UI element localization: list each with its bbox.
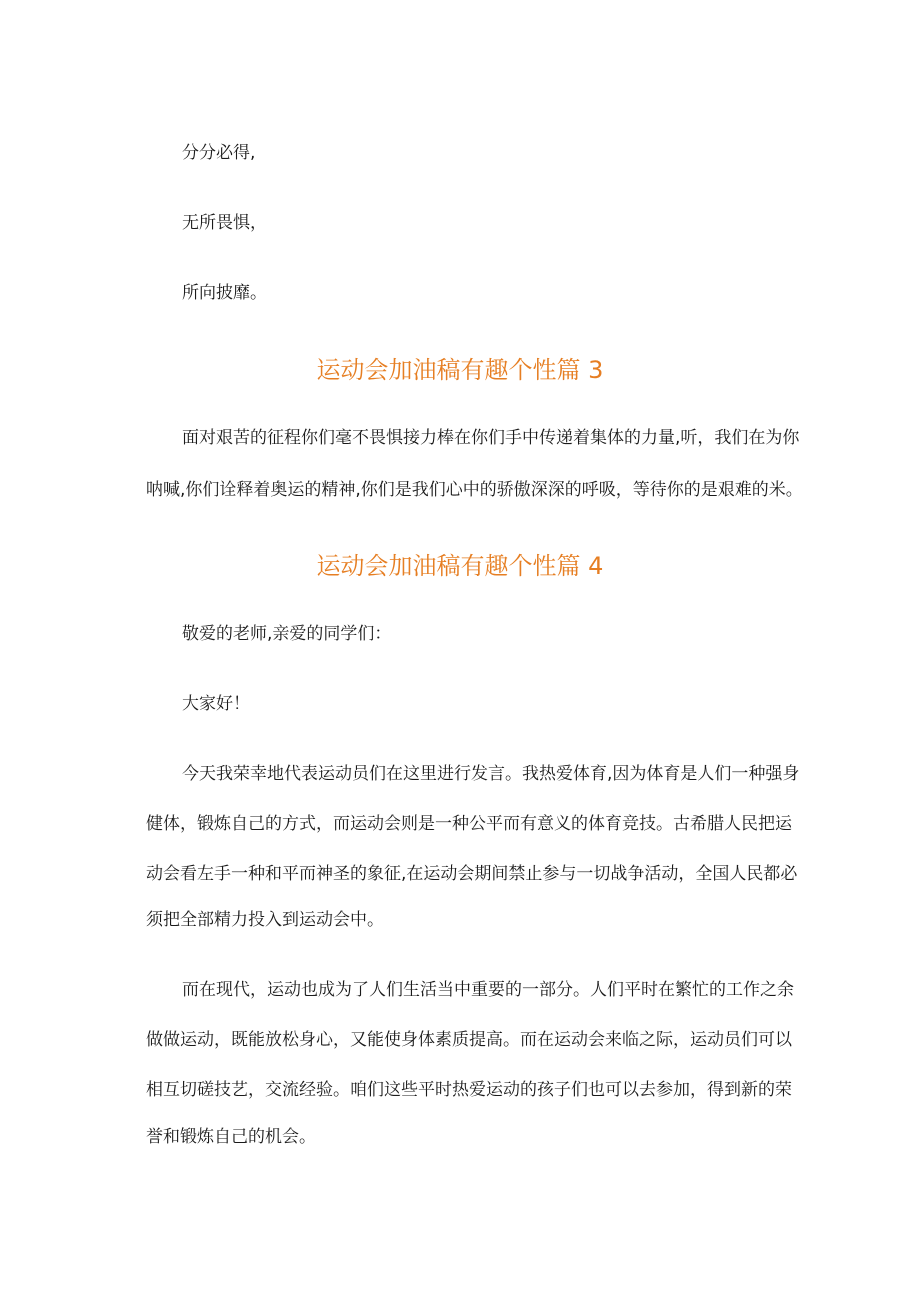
paragraph-line: 而在现代，运动也成为了人们生活当中重要的一部分。人们平时在繁忙的工作之余 xyxy=(182,980,794,1000)
paragraph-line: 健体，锻炼自己的方式，而运动会则是一种公平而有意义的体育竞技。古希腊人民把运 xyxy=(146,814,792,834)
salutation: 敬爱的老师,亲爱的同学们： xyxy=(182,624,392,644)
paragraph-line: 面对艰苦的征程你们毫不畏惧接力棒在你们手中传递着集体的力量,听，我们在为你 xyxy=(182,428,800,448)
poem-line: 分分必得, xyxy=(182,143,256,163)
paragraph-line: 做做运动，既能放松身心，又能使身体素质提高。而在运动会来临之际，运动员们可以 xyxy=(146,1030,792,1050)
section-3-title: 运动会加油稿有趣个性篇 3 xyxy=(316,356,604,384)
paragraph-line: 今天我荣幸地代表运动员们在这里进行发言。我热爱体育,因为体育是人们一种强身 xyxy=(182,764,800,784)
section-4-title: 运动会加油稿有趣个性篇 4 xyxy=(316,552,604,580)
poem-line: 所向披靡。 xyxy=(182,283,267,303)
paragraph-line: 呐喊,你们诠释着奥运的精神,你们是我们心中的骄傲深深的呼吸，等待你的是艰难的米。 xyxy=(146,480,803,500)
greeting: 大家好！ xyxy=(182,694,250,714)
poem-line: 无所畏惧， xyxy=(182,213,267,233)
paragraph-line: 相互切磋技艺，交流经验。咱们这些平时热爱运动的孩子们也可以去参加，得到新的荣 xyxy=(146,1080,792,1100)
paragraph-line: 誉和锻炼自己的机会。 xyxy=(146,1127,316,1147)
paragraph-line: 动会看左手一种和平而神圣的象征,在运动会期间禁止参与一切战争活动，全国人民都必 xyxy=(146,864,798,884)
paragraph-line: 须把全部精力投入到运动会中。 xyxy=(146,910,384,930)
